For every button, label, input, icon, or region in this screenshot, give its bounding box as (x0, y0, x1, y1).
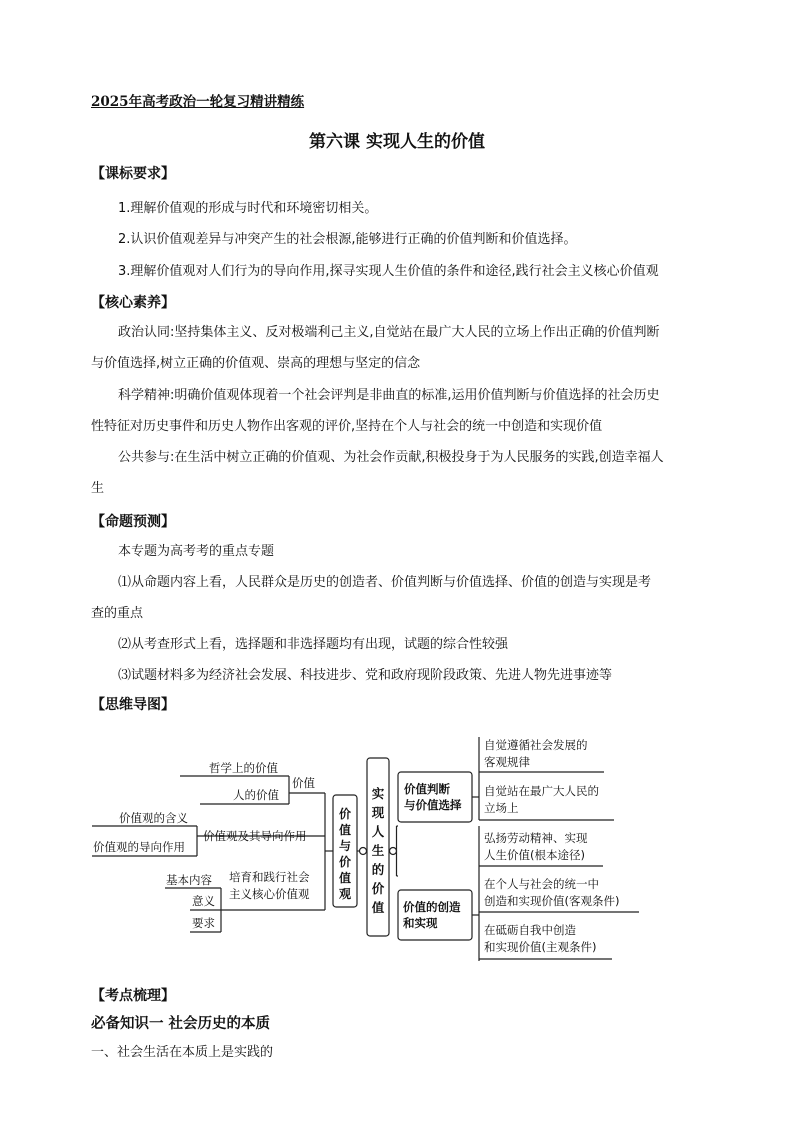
root-char-5: 的 (371, 862, 385, 877)
section-kebiao: 【课标要求】 (91, 166, 175, 182)
document-header: 2025年高考政治一轮复习精讲精练 (91, 94, 305, 110)
mm-basic: 基本内容 (166, 873, 212, 887)
yuce-item-1-line1: ⑴从命题内容上看，人民群众是历史的创造者、价值判断与价值选择、价值的创造与实现是考 (118, 575, 652, 590)
yuce-item-1-line2: 查的重点 (91, 606, 144, 621)
section-daotu: 【思维导图】 (91, 697, 175, 713)
mm-create1-line2: 人生价值(根本途径) (484, 848, 585, 862)
suyang-p3-line1: 公共参与:在生活中树立正确的价值观、为社会作贡献,积极投身于为人民服务的实践,创造幸福人 (118, 450, 664, 465)
mm-judge2-line2: 立场上 (484, 801, 519, 815)
mm-outlook-guide: 价值观及其导向作用 (203, 829, 307, 843)
suyang-p1-line2: 与价值选择,树立正确的价值观、崇高的理想与坚定的信念 (91, 356, 421, 371)
left-main-char-5: 值 (338, 871, 352, 885)
mm-create3-line2: 和实现价值(主观条件) (484, 940, 597, 954)
root-char-7: 值 (371, 900, 385, 915)
yuce-item-3: ⑶试题材料多为经济社会发展、科技进步、党和政府现阶段政策、先进人物先进事迹等 (118, 668, 613, 683)
suyang-p1-line1: 政治认同:坚持集体主义、反对极端利己主义,自觉站在最广大人民的立场上作出正确的价值判断 (118, 325, 660, 340)
lesson-title: 第六课 实现人生的价值 (309, 132, 485, 152)
suyang-p2-line1: 科学精神:明确价值观体现着一个社会评判是非曲直的标准,运用价值判断与价值选择的社会历史 (118, 388, 660, 403)
mm-person-value: 人的价值 (233, 788, 279, 802)
section-yuce: 【命题预测】 (91, 514, 175, 530)
yuce-intro: 本专题为高考考的重点专题 (118, 544, 275, 559)
root-char-1: 实 (371, 786, 385, 801)
kebiao-item-2: 2.认识价值观差异与冲突产生的社会根源,能够进行正确的价值判断和价值选择。 (118, 232, 577, 247)
kebiao-item-1: 1.理解价值观的形成与时代和环境密切相关。 (118, 201, 378, 216)
mm-create1-line1: 弘扬劳动精神、实现 (484, 831, 588, 845)
mm-judge1-line2: 客观规律 (484, 755, 530, 769)
mm-requirement: 要求 (192, 916, 215, 930)
mm-guide-role: 价值观的导向作用 (93, 840, 185, 854)
mm-create-line1: 价值的创造 (403, 900, 461, 914)
knowledge-point-1: 一、社会生活在本质上是实践的 (91, 1045, 274, 1060)
mm-value: 价值 (292, 776, 315, 790)
knowledge-title: 必备知识一 社会历史的本质 (91, 1016, 271, 1032)
left-main-char-2: 值 (338, 823, 352, 837)
mindmap-create-box (398, 890, 472, 940)
suyang-p2-line2: 性特征对历史事件和历史人物作出客观的评价,坚持在个人与社会的统一中创造和实现价值 (91, 419, 603, 434)
yuce-item-2: ⑵从考查形式上看，选择题和非选择题均有出现，试题的综合性较强 (118, 637, 509, 652)
root-left-connector-icon (360, 848, 367, 855)
left-main-char-3: 与 (338, 839, 352, 853)
mm-create2-line2: 创造和实现价值(客观条件) (484, 894, 620, 908)
left-main-char-1: 价 (338, 807, 352, 821)
left-main-char-4: 价 (338, 855, 352, 869)
mm-judge-line1: 价值判断 (404, 782, 450, 796)
mm-significance: 意义 (192, 894, 215, 908)
mm-judge2-line1: 自觉站在最广大人民的 (484, 784, 599, 798)
suyang-p3-line2: 生 (91, 481, 105, 496)
root-right-connector-icon (390, 848, 397, 855)
mm-core-line2: 主义核心价值观 (229, 887, 310, 901)
left-main-char-6: 观 (338, 887, 352, 901)
mm-judge-line2: 与价值选择 (404, 798, 462, 812)
kebiao-item-3: 3.理解价值观对人们行为的导向作用,探寻实现人生价值的条件和途径,践行社会主义核心价值观 (118, 264, 659, 279)
mm-create2-line1: 在个人与社会的统一中 (484, 877, 599, 891)
mm-meaning-outlook: 价值观的含义 (119, 811, 188, 825)
section-kaodian: 【考点梳理】 (91, 988, 175, 1004)
root-char-2: 现 (371, 805, 385, 820)
mm-core-line1: 培育和践行社会 (229, 870, 310, 884)
mm-phil-value: 哲学上的价值 (209, 761, 278, 775)
mm-create3-line1: 在砥砺自我中创造 (484, 923, 576, 937)
mm-create-line2: 和实现 (403, 916, 438, 930)
root-char-4: 生 (371, 843, 385, 858)
root-char-6: 价 (371, 881, 385, 896)
mindmap-judge-box (398, 772, 472, 822)
section-suyang: 【核心素养】 (91, 295, 175, 311)
root-char-3: 人 (371, 824, 385, 839)
mm-judge1-line1: 自觉遵循社会发展的 (484, 738, 588, 752)
